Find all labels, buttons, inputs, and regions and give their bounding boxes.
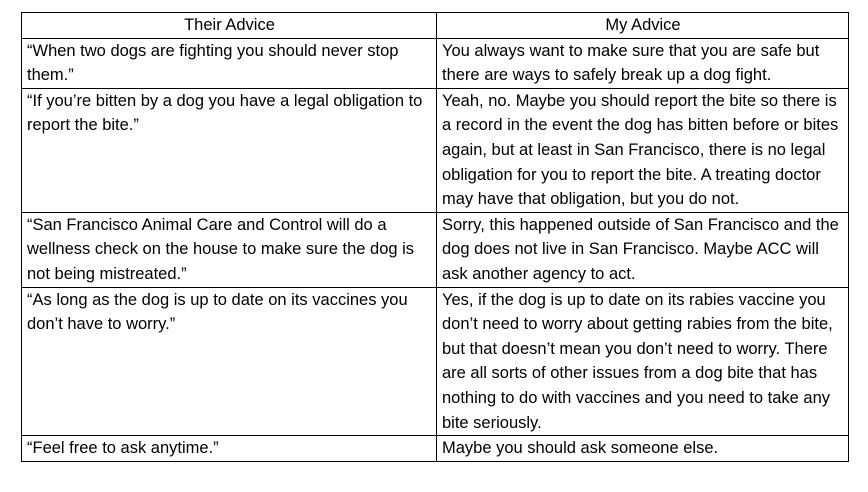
my-advice-text: Yeah, no. Maybe you should report the bite so there is a record in the event the dog has bitten before or bites again, but at least in San Francisco, there is no legal obligation for you to report the bite. A treating doctor may have that obligation, but you do not.	[442, 91, 839, 209]
my-advice-cell	[437, 287, 849, 436]
their-advice-text: “As long as the dog is up to date on its vaccines you don’t have to worry.”	[27, 290, 408, 334]
my-advice-cell	[437, 212, 849, 287]
table-header-row	[22, 13, 849, 39]
my-advice-text: Sorry, this happened outside of San Francisco and the dog does not live in San Francisco. Maybe ACC will ask another agency to act.	[442, 215, 839, 283]
their-advice-text: “Feel free to ask anytime.”	[27, 439, 219, 458]
their-advice-text: “San Francisco Animal Care and Control will do a wellness check on the house to make sure the dog is not being mistreated.”	[27, 215, 415, 283]
my-advice-cell	[437, 88, 849, 212]
my-advice-text: You always want to make sure that you are safe but there are ways to safely break up a dog fight.	[442, 41, 820, 85]
table-row	[22, 88, 849, 212]
table-row	[22, 287, 849, 436]
advice-table	[21, 12, 849, 462]
my-advice-text: Maybe you should ask someone else.	[442, 439, 719, 458]
table-row	[22, 436, 849, 462]
my-advice-cell	[437, 436, 849, 462]
table-row	[22, 38, 849, 88]
their-advice-cell	[22, 88, 437, 212]
their-advice-cell	[22, 212, 437, 287]
their-advice-text: “When two dogs are fighting you should never stop them.”	[27, 41, 399, 85]
their-advice-cell	[22, 436, 437, 462]
my-advice-cell	[437, 38, 849, 88]
their-advice-cell	[22, 38, 437, 88]
table-row	[22, 212, 849, 287]
their-advice-text: “If you’re bitten by a dog you have a legal obligation to report the bite.”	[27, 91, 423, 135]
header-my-advice: My Advice	[437, 13, 849, 39]
my-advice-text: Yes, if the dog is up to date on its rabies vaccine you don’t need to worry about getting rabies from the bite, but that doesn’t mean you don’t need to worry. There are all sorts of other issues from a dog bite that has nothing to do with vaccines and you need to take any bite seriously.	[442, 290, 833, 432]
their-advice-cell	[22, 287, 437, 436]
header-their-advice: Their Advice	[22, 13, 437, 39]
